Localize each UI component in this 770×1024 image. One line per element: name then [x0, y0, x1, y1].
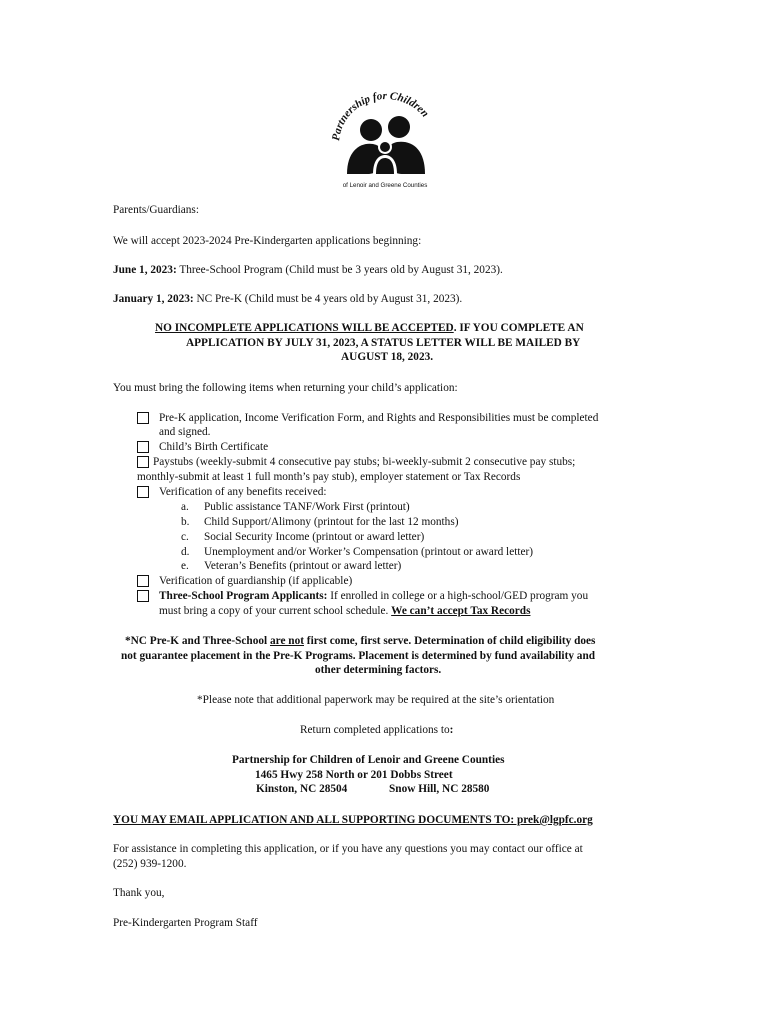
paperwork-note: *Please note that additional paperwork may be required at the site’s orientation: [197, 694, 555, 706]
checkbox-guardianship[interactable]: [137, 575, 149, 587]
subitem-text: Social Security Income (printout or award letter): [204, 531, 425, 543]
svg-text:of Lenoir and Greene Counties: of Lenoir and Greene Counties: [342, 182, 428, 189]
checklist-item-guardianship: Verification of guardianship (if applicable): [159, 575, 353, 587]
subitem-letter: c.: [181, 531, 189, 543]
subitem-letter: d.: [181, 546, 190, 558]
partnership-logo: [325, 92, 445, 192]
subitem-letter: a.: [181, 501, 189, 513]
nc-prek-text: NC Pre-K (Child must be 4 years old by August 31, 2023).: [193, 293, 463, 305]
address-org: Partnership for Children of Lenoir and Greene Counties: [232, 754, 505, 766]
checkbox-three-school[interactable]: [137, 590, 149, 602]
three-school-date-line: [113, 263, 503, 277]
warning-line-3: AUGUST 18, 2023.: [341, 351, 434, 363]
subitem-letter: e.: [181, 560, 189, 572]
notice-line-2: not guarantee placement in the Pre-K Programs. Placement is determined by fund availability and: [121, 650, 596, 662]
intro-text: We will accept 2023-2024 Pre-Kindergarten applications beginning:: [113, 235, 422, 247]
checklist-item-three-school-cont: must bring a copy of your current school schedule. We can’t accept Tax Records: [159, 605, 531, 617]
checkbox-application-forms[interactable]: [137, 412, 149, 424]
subitem-text: Unemployment and/or Worker’s Compensation (printout or award letter): [204, 546, 534, 558]
checklist-item-three-school: Three-School Program Applicants: If enrolled in college or a high-school/GED program you: [159, 590, 589, 602]
checklist-item-application: Pre-K application, Income Verification Form, and Rights and Responsibilities must be completed: [159, 412, 599, 424]
checkbox-birth-certificate[interactable]: [137, 441, 149, 453]
checklist-item-birth-certificate: Child’s Birth Certificate: [159, 441, 269, 453]
address-line-1: 1465 Hwy 258 North or 201 Dobbs Street: [255, 769, 453, 781]
nc-prek-date: January 1, 2023:: [113, 293, 194, 305]
bring-intro: You must bring the following items when returning your child’s application:: [113, 382, 458, 394]
subitem-letter: b.: [181, 516, 190, 528]
warning-line-2: APPLICATION BY JULY 31, 2023, A STATUS LETTER WILL BE MAILED BY: [186, 337, 581, 349]
phone-number: (252) 939-1200.: [113, 858, 187, 870]
subitem-text: Veteran’s Benefits (printout or award letter): [204, 560, 402, 572]
address-kinston: Kinston, NC 28504: [256, 783, 348, 795]
address-snow-hill: Snow Hill, NC 28580: [389, 783, 490, 795]
three-school-date: June 1, 2023:: [113, 264, 177, 276]
checkbox-benefits[interactable]: [137, 486, 149, 498]
family-logo-icon: [325, 92, 445, 192]
signature: Pre-Kindergarten Program Staff: [113, 917, 258, 929]
notice-line-3: other determining factors.: [315, 664, 442, 676]
warning-line-1: NO INCOMPLETE APPLICATIONS WILL BE ACCEPTED. IF YOU COMPLETE AN: [155, 322, 584, 334]
checklist-item-paystubs: Paystubs (weekly-submit 4 consecutive pay stubs; bi-weekly-submit 2 consecutive pay stubs;: [153, 456, 576, 468]
email-instruction[interactable]: YOU MAY EMAIL APPLICATION AND ALL SUPPORTING DOCUMENTS TO: prek@lgpfc.org: [113, 814, 593, 826]
no-incomplete-warning: NO INCOMPLETE APPLICATIONS WILL BE ACCEPTED: [155, 322, 454, 334]
checklist-item-application-cont: and signed.: [159, 426, 211, 438]
checklist-item-paystubs-cont: monthly-submit at least 1 full month’s pay stub), employer statement or Tax Records: [137, 471, 521, 483]
nc-prek-date-line: [113, 292, 462, 306]
no-tax-records-note: We can’t accept Tax Records: [391, 605, 531, 617]
svg-text:Partnership for Children: Partnership for Children: [330, 92, 432, 142]
checklist-item-benefits: Verification of any benefits received:: [159, 486, 327, 498]
notice-line-1: *NC Pre-K and Three-School are not first come, first serve. Determination of child eligibility does: [125, 635, 596, 647]
subitem-text: Child Support/Alimony (printout for the last 12 months): [204, 516, 459, 528]
greeting: Parents/Guardians:: [113, 204, 199, 216]
return-label: Return completed applications to:: [300, 724, 454, 736]
checkbox-paystubs[interactable]: [137, 456, 149, 468]
subitem-text: Public assistance TANF/Work First (printout): [204, 501, 410, 513]
assistance-text: For assistance in completing this application, or if you have any questions you may contact our office at: [113, 843, 583, 855]
closing-thanks: Thank you,: [113, 887, 165, 899]
three-school-text: Three-School Program (Child must be 3 years old by August 31, 2023).: [176, 264, 503, 276]
